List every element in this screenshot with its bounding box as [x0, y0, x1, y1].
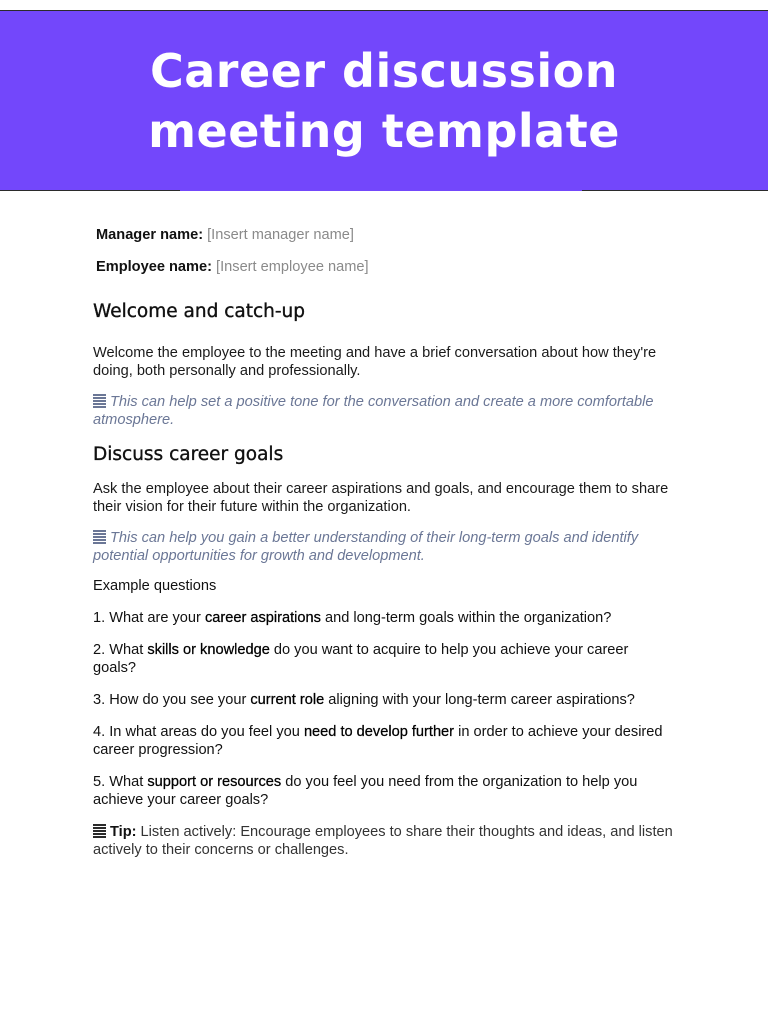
- question-emphasis: current role: [250, 692, 325, 708]
- page-title: [74, 41, 694, 161]
- question-text: 1. What are your: [93, 610, 205, 626]
- tip-text: Listen actively: Encourage employees to share their thoughts and ideas, and listen actively to their concerns or challenges.: [93, 824, 673, 858]
- question-item: [93, 609, 673, 627]
- question-text: 3. How do you see your: [93, 692, 251, 708]
- question-emphasis: career aspirations: [204, 610, 321, 626]
- question-item: [93, 691, 673, 709]
- question-text: 4. In what areas do you feel you: [93, 724, 304, 740]
- section-heading-welcome: Welcome and catch-up: [93, 301, 305, 322]
- employee-value[interactable]: [Insert employee name]: [216, 259, 369, 275]
- question-text: in order to achieve your desired career progression?: [93, 724, 663, 758]
- banner-divider-right: [582, 190, 768, 191]
- lines-icon: [93, 530, 106, 544]
- title-banner: [0, 11, 768, 191]
- section-body-welcome: Welcome the employee to the meeting and have a brief conversation about how they're doing, both personally and professionally.: [93, 345, 657, 379]
- lines-icon: [93, 394, 106, 408]
- tip-callout: [93, 823, 673, 859]
- question-item: [93, 641, 673, 677]
- manager-value[interactable]: [Insert manager name]: [207, 227, 354, 243]
- tip-label: Tip:: [110, 824, 137, 840]
- lines-icon: [93, 824, 106, 838]
- question-text: 2. What: [93, 642, 148, 658]
- question-text: do you want to acquire to help you achieve your career goals?: [93, 642, 629, 676]
- question-item: [93, 773, 673, 809]
- page-title-line2: meeting template: [148, 104, 620, 158]
- section-note-welcome: [93, 393, 673, 429]
- question-text: aligning with your long-term career aspirations?: [324, 692, 635, 708]
- page-title-line1: Career discussion: [149, 44, 619, 98]
- section-body-career-goals: Ask the employee about their career aspirations and goals, and encourage them to share their vision for their future within the organization.: [93, 481, 669, 515]
- question-text: do you feel you need from the organization to help you achieve your career goals?: [93, 774, 638, 808]
- banner-divider-left: [0, 190, 180, 191]
- question-emphasis: support or resources: [147, 774, 282, 790]
- question-text: and long-term goals within the organization?: [320, 610, 612, 626]
- note-text-career-goals: This can help you gain a better understanding of their long-term goals and identify potential opportunities for growth and development.: [93, 530, 639, 564]
- note-text-welcome: This can help set a positive tone for the conversation and create a more comfortable atmosphere.: [93, 394, 654, 428]
- question-emphasis: skills or knowledge: [147, 642, 270, 658]
- section-note-career-goals: [93, 529, 673, 565]
- employee-label: Employee name:: [96, 259, 212, 275]
- question-emphasis: need to develop further: [303, 724, 455, 740]
- question-text: 5. What: [93, 774, 148, 790]
- employee-field: [96, 258, 673, 276]
- section-heading-career-goals: Discuss career goals: [93, 444, 284, 465]
- example-questions-heading: Example questions: [93, 578, 217, 594]
- document-body: [93, 226, 673, 859]
- manager-label: Manager name:: [96, 227, 204, 243]
- manager-field: [96, 226, 673, 244]
- question-item: [93, 723, 673, 759]
